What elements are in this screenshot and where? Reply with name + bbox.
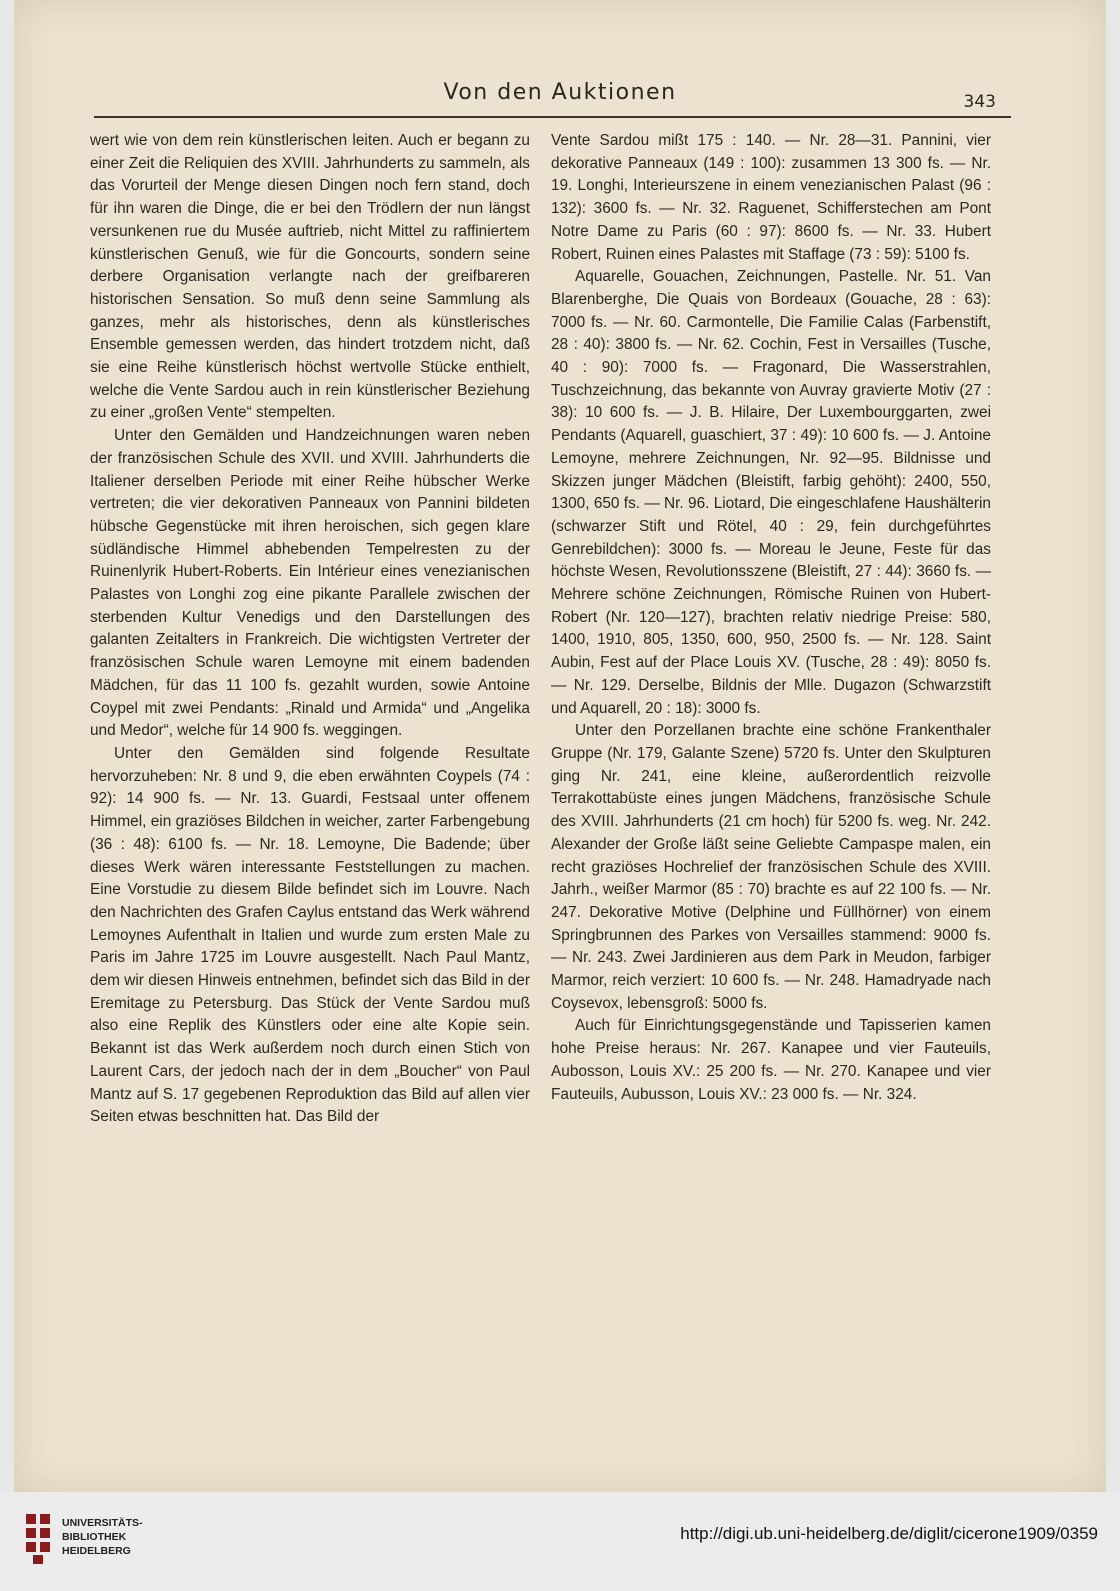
footer-bar — [0, 1492, 1120, 1591]
paragraph: Auch für Einrichtungsgegenstände und Tapisserien kamen hohe Preise heraus: Nr. 267. Kanapee und vier Fauteuils, Aubosson, Louis XV.: 25 200 fs. — Nr. 270. Kanapee und vier Fauteuils, Aubusson, Louis XV.: 23 000 fs. — Nr. 324. — [551, 1017, 991, 1103]
running-title: Von den Auktionen — [443, 80, 677, 105]
source-url-link[interactable]: http://digi.ub.uni-heidelberg.de/diglit/cicerone1909/0359 — [680, 1524, 1098, 1543]
paragraph: wert wie von dem rein künstlerischen leiten. Auch er begann zu einer Zeit die Reliquien des XVIII. Jahrhunderts zu sammeln, als das Vorurteil der Menge diesen Dingen noch fern stand, doch für ihn waren die Dinge, die er bei den Trödlern der nun längst versunkenen rue du Musée auftrieb, nicht Mittel zu raffiniertem künstlerischen Genuß, wie für die Goncourts, sondern seine derbere Organisation verlangte nach der greifbareren historischen Sensation. So muß denn seine Sammlung als ganzes, mehr als historisches, denn als künstlerisches Ensemble gemessen werden, das hindert trotzdem nicht, daß sie eine Reihe künstlerisch höchst wertvolle Stücke enthielt, welche die Vente Sardou auch in rein künstlerischer Beziehung zu einer „großen Vente“ stempelten. — [90, 132, 530, 422]
university-logo-icon — [24, 1512, 54, 1566]
left-column — [90, 130, 530, 1129]
paragraph: Unter den Porzellanen brachte eine schöne Frankenthaler Gruppe (Nr. 179, Galante Szene) 5720 fs. Unter den Skulpturen ging Nr. 241, eine kleine, außerordentlich reizvolle Terrakottabüste eines jungen Mädchens, französische Schule des XVIII. Jahrhunderts (21 cm hoch) für 5200 fs. weg. Nr. 242. Alexander der Große läßt seine Geliebte Campaspe malen, ein recht graziöses Hochrelief der französischen Schule des XVIII. Jahrh., weißer Marmor (85 : 70) brachte es auf 22 100 fs. — Nr. 247. Dekorative Motive (Delphine und Füllhörner) von einem Springbrunnen des Parkes von Versailles stammend: 9000 fs. — Nr. 243. Zwei Jardinieren aus dem Park in Meudon, farbiger Marmor, reich verziert: 10 600 fs. — Nr. 248. Hamadryade nach Coysevox, lebensgroß: 5000 fs. — [551, 722, 991, 1012]
paragraph: Aquarelle, Gouachen, Zeichnungen, Pastelle. Nr. 51. Van Blarenberghe, Die Quais von Bordeaux (Gouache, 28 : 63): 7000 fs. — Nr. 60. Carmontelle, Die Familie Calas (Farbenstift, 28 : 40): 3800 fs. — Nr. 62. Cochin, Fest in Versailles (Tusche, 40 : 90): 7000 fs. — Fragonard, Die Wasserstrahlen, Tuschzeichnung, das bekannte von Auvray gravierte Motiv (27 : 38): 10 600 fs. — J. B. Hilaire, Der Luxembourggarten, zwei Pendants (Aquarell, guaschiert, 37 : 49): 10 600 fs. — J. Antoine Lemoyne, mehrere Zeichnungen, Nr. 92—95. Bildnisse und Skizzen junger Mädchen (Bleistift, farbig gehöht): 2400, 550, 1300, 650 fs. — Nr. 96. Liotard, Die eingeschlafene Haushälterin (schwarzer Stift und Rötel, 40 : 29, fein durchgeführtes Genrebildchen): 3000 fs. — Moreau le Jeune, Feste für das höchste Wesen, Revolutionsszene (Bleistift, 27 : 44): 3660 fs. — Mehrere schöne Zeichnungen, Römische Ruinen von Hubert-Robert (Nr. 120—127), brachten relativ niedrige Preise: 580, 1400, 1910, 805, 1350, 600, 950, 2500 fs. — Nr. 128. Saint Aubin, Fest auf der Place Louis XV. (Tusche, 28 : 49): 8050 fs. — Nr. 129. Derselbe, Bildnis der Mlle. Dugazon (Schwarzstift und Aquarell, 20 : 18): 3000 fs. — [551, 268, 991, 717]
page-number: 343 — [963, 92, 996, 112]
running-head — [14, 80, 1106, 110]
paragraph: Vente Sardou mißt 175 : 140. — Nr. 28—31. Pannini, vier dekorative Panneaux (149 : 100): zusammen 13 300 fs. — Nr. 19. Longhi, Interieurszene in einem venezianischen Palast (96 : 132): 3600 fs. — Nr. 32. Raguenet, Schifferstechen am Pont Notre Dame zu Paris (60 : 97): 8600 fs. — Nr. 33. Hubert Robert, Ruinen eines Palastes mit Staffage (73 : 59): 5100 fs. — [551, 132, 991, 263]
header-rule — [94, 116, 1011, 118]
paragraph: Unter den Gemälden und Handzeichnungen waren neben der französischen Schule des XVII. und XVIII. Jahrhunderts die Italiener derselben Periode mit einer Reihe hübscher Werke vertreten; die vier dekorativen Panneaux von Pannini bildeten hübsche Gegenstücke mit ihren heroischen, sich gegen klare südländische Himmel abhebenden Tempelresten zu der Ruinenlyrik Hubert-Roberts. Ein Intérieur eines venezianischen Palastes von Longhi zog eine pikante Parallele zwischen der sterbenden Kultur Venedigs und den Darstellungen des galanten Zeitalters in Frankreich. Die wichtigsten Vertreter der französischen Schule waren Lemoyne mit einem badenden Mädchen, für das 11 100 fs. gezahlt wurden, sowie Antoine Coypel mit zwei Pendants: „Rinald und Armida“ und „Angelika und Medor“, welche für 14 900 fs. weggingen. — [90, 427, 530, 740]
library-name: UNIVERSITÄTS- BIBLIOTHEK HEIDELBERG — [62, 1517, 143, 1557]
scanned-page — [14, 0, 1106, 1492]
right-column — [551, 130, 991, 1106]
paragraph: Unter den Gemälden sind folgende Resultate hervorzuheben: Nr. 8 und 9, die eben erwähnten Coypels (74 : 92): 14 900 fs. — Nr. 13. Guardi, Festsaal unter offenem Himmel, ein graziöses Bildchen in weicher, zarter Farbengebung (36 : 48): 6100 fs. — Nr. 18. Lemoyne, Die Badende; über dieses Werk wären interessante Feststellungen zu machen. Eine Vorstudie zu diesem Bilde befindet sich im Louvre. Nach den Nachrichten des Grafen Caylus entstand das Werk während Lemoynes Aufenthalt in Italien und wurde zum ersten Male zu Paris im Jahre 1725 im Louvre ausgestellt. Nach Paul Mantz, dem wir diesen Hinweis entnehmen, befindet sich das Bild in der Eremitage zu Petersburg. Das Stück der Vente Sardou muß also eine Replik des Künstlers oder eine alte Kopie sein. Bekannt ist das Werk außerdem noch durch einen Stich von Laurent Cars, der jedoch nach der in dem „Boucher“ von Paul Mantz auf S. 17 gegebenen Reproduktion das Bild auf allen vier Seiten etwas beschnitten hat. Das Bild der — [90, 744, 530, 1126]
